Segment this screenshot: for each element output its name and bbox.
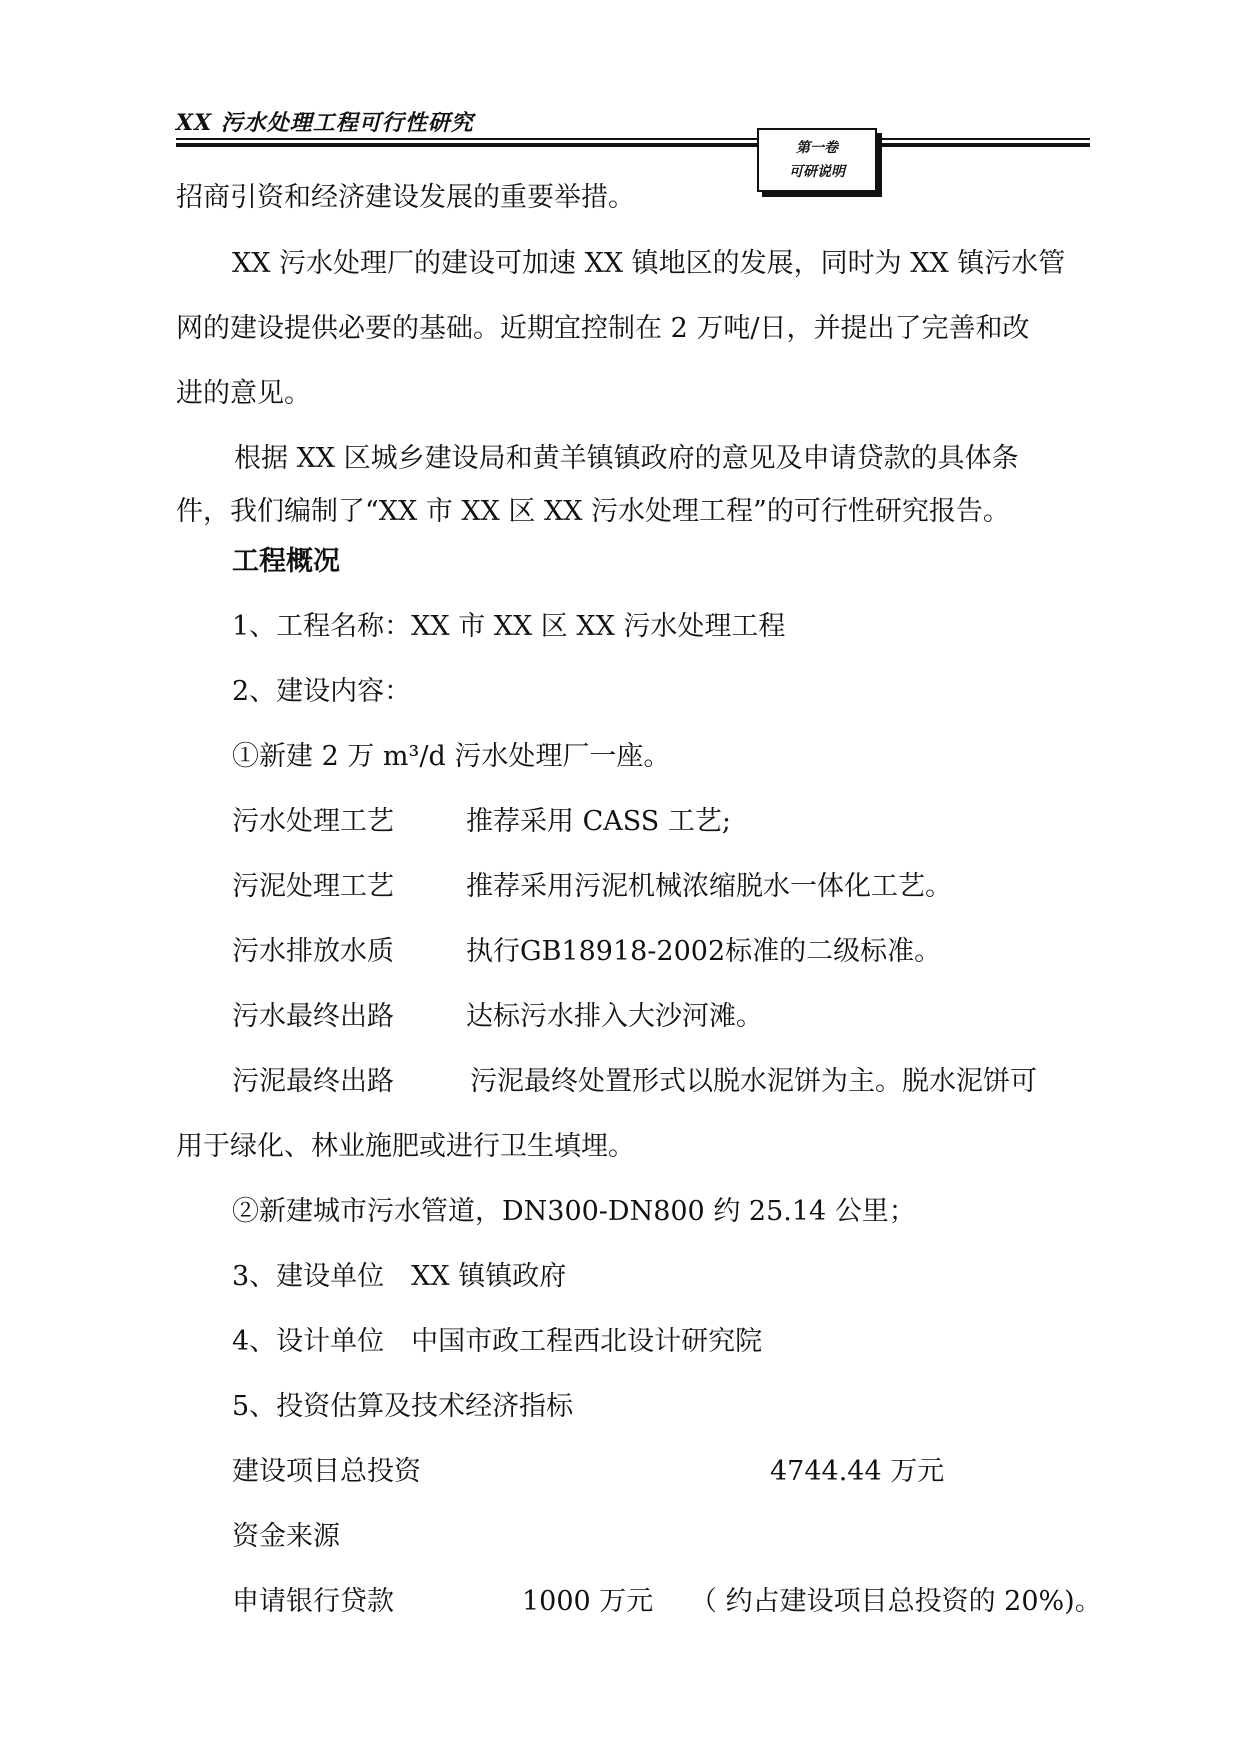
paragraph-line: XX 污水处理厂的建设可加速 XX 镇地区的发展，同时为 XX 镇污水管 xyxy=(232,248,1066,279)
funds-label: 资金来源 xyxy=(232,1521,340,1552)
paragraph-line: 招商引资和经济建设发展的重要举措。 xyxy=(176,182,635,213)
running-header-title: XX 污水处理工程可行性研究 xyxy=(176,110,474,136)
process-value: 推荐采用污泥机械浓缩脱水一体化工艺。 xyxy=(466,871,952,902)
section-heading: 工程概况 xyxy=(232,546,340,577)
process-value: 推荐采用 CASS 工艺; xyxy=(466,806,731,837)
invest-value: 4744.44 万元 xyxy=(770,1456,945,1487)
process-value: 污泥最终处置形式以脱水泥饼为主。脱水泥饼可 xyxy=(470,1066,1037,1097)
volume-sub-label: 可研说明 xyxy=(789,164,845,180)
sub-item: ②新建城市污水管道，DN300-DN800 约 25.14 公里； xyxy=(232,1196,916,1227)
list-item: 5、投资估算及技术经济指标 xyxy=(232,1391,574,1422)
paragraph-line: 网的建设提供必要的基础。近期宜控制在 2 万吨/日，并提出了完善和改 xyxy=(176,313,1030,344)
paragraph-line: 件，我们编制了“XX 市 XX 区 XX 污水处理工程”的可行性研究报告。 xyxy=(176,496,1010,527)
loan-note: （ 约占建设项目总投资的 20%)。 xyxy=(690,1586,1102,1617)
process-label: 污水排放水质 xyxy=(232,936,394,967)
list-item: 3、建设单位 XX 镇镇政府 xyxy=(232,1261,567,1292)
header-rule-thick xyxy=(176,143,1090,147)
process-value: 达标污水排入大沙河滩。 xyxy=(466,1001,763,1032)
list-item: 4、设计单位 中国市政工程西北设计研究院 xyxy=(232,1326,763,1357)
sub-item: ①新建 2 万 m³/d 污水处理厂一座。 xyxy=(232,741,671,772)
process-label: 污水最终出路 xyxy=(232,1001,394,1032)
process-label: 污泥最终出路 xyxy=(232,1066,394,1097)
loan-value: 1000 万元 xyxy=(522,1586,654,1617)
paragraph-line: 进的意见。 xyxy=(176,378,311,409)
process-value: 执行GB18918-2002标准的二级标准。 xyxy=(466,936,942,967)
paragraph-line: 根据 XX 区城乡建设局和黄羊镇镇政府的意见及申请贷款的具体条 xyxy=(234,443,1019,474)
paragraph-line: 用于绿化、林业施肥或进行卫生填埋。 xyxy=(176,1131,635,1162)
invest-label: 建设项目总投资 xyxy=(232,1456,421,1487)
list-item: 2、建设内容： xyxy=(232,676,412,707)
process-label: 污水处理工艺 xyxy=(232,806,394,837)
header-rule-thin xyxy=(176,138,1090,140)
loan-label: 申请银行贷款 xyxy=(232,1586,394,1617)
volume-label-box xyxy=(757,128,877,192)
volume-label: 第一卷 xyxy=(796,140,838,156)
process-label: 污泥处理工艺 xyxy=(232,871,394,902)
list-item: 1、工程名称：XX 市 XX 区 XX 污水处理工程 xyxy=(232,611,786,642)
